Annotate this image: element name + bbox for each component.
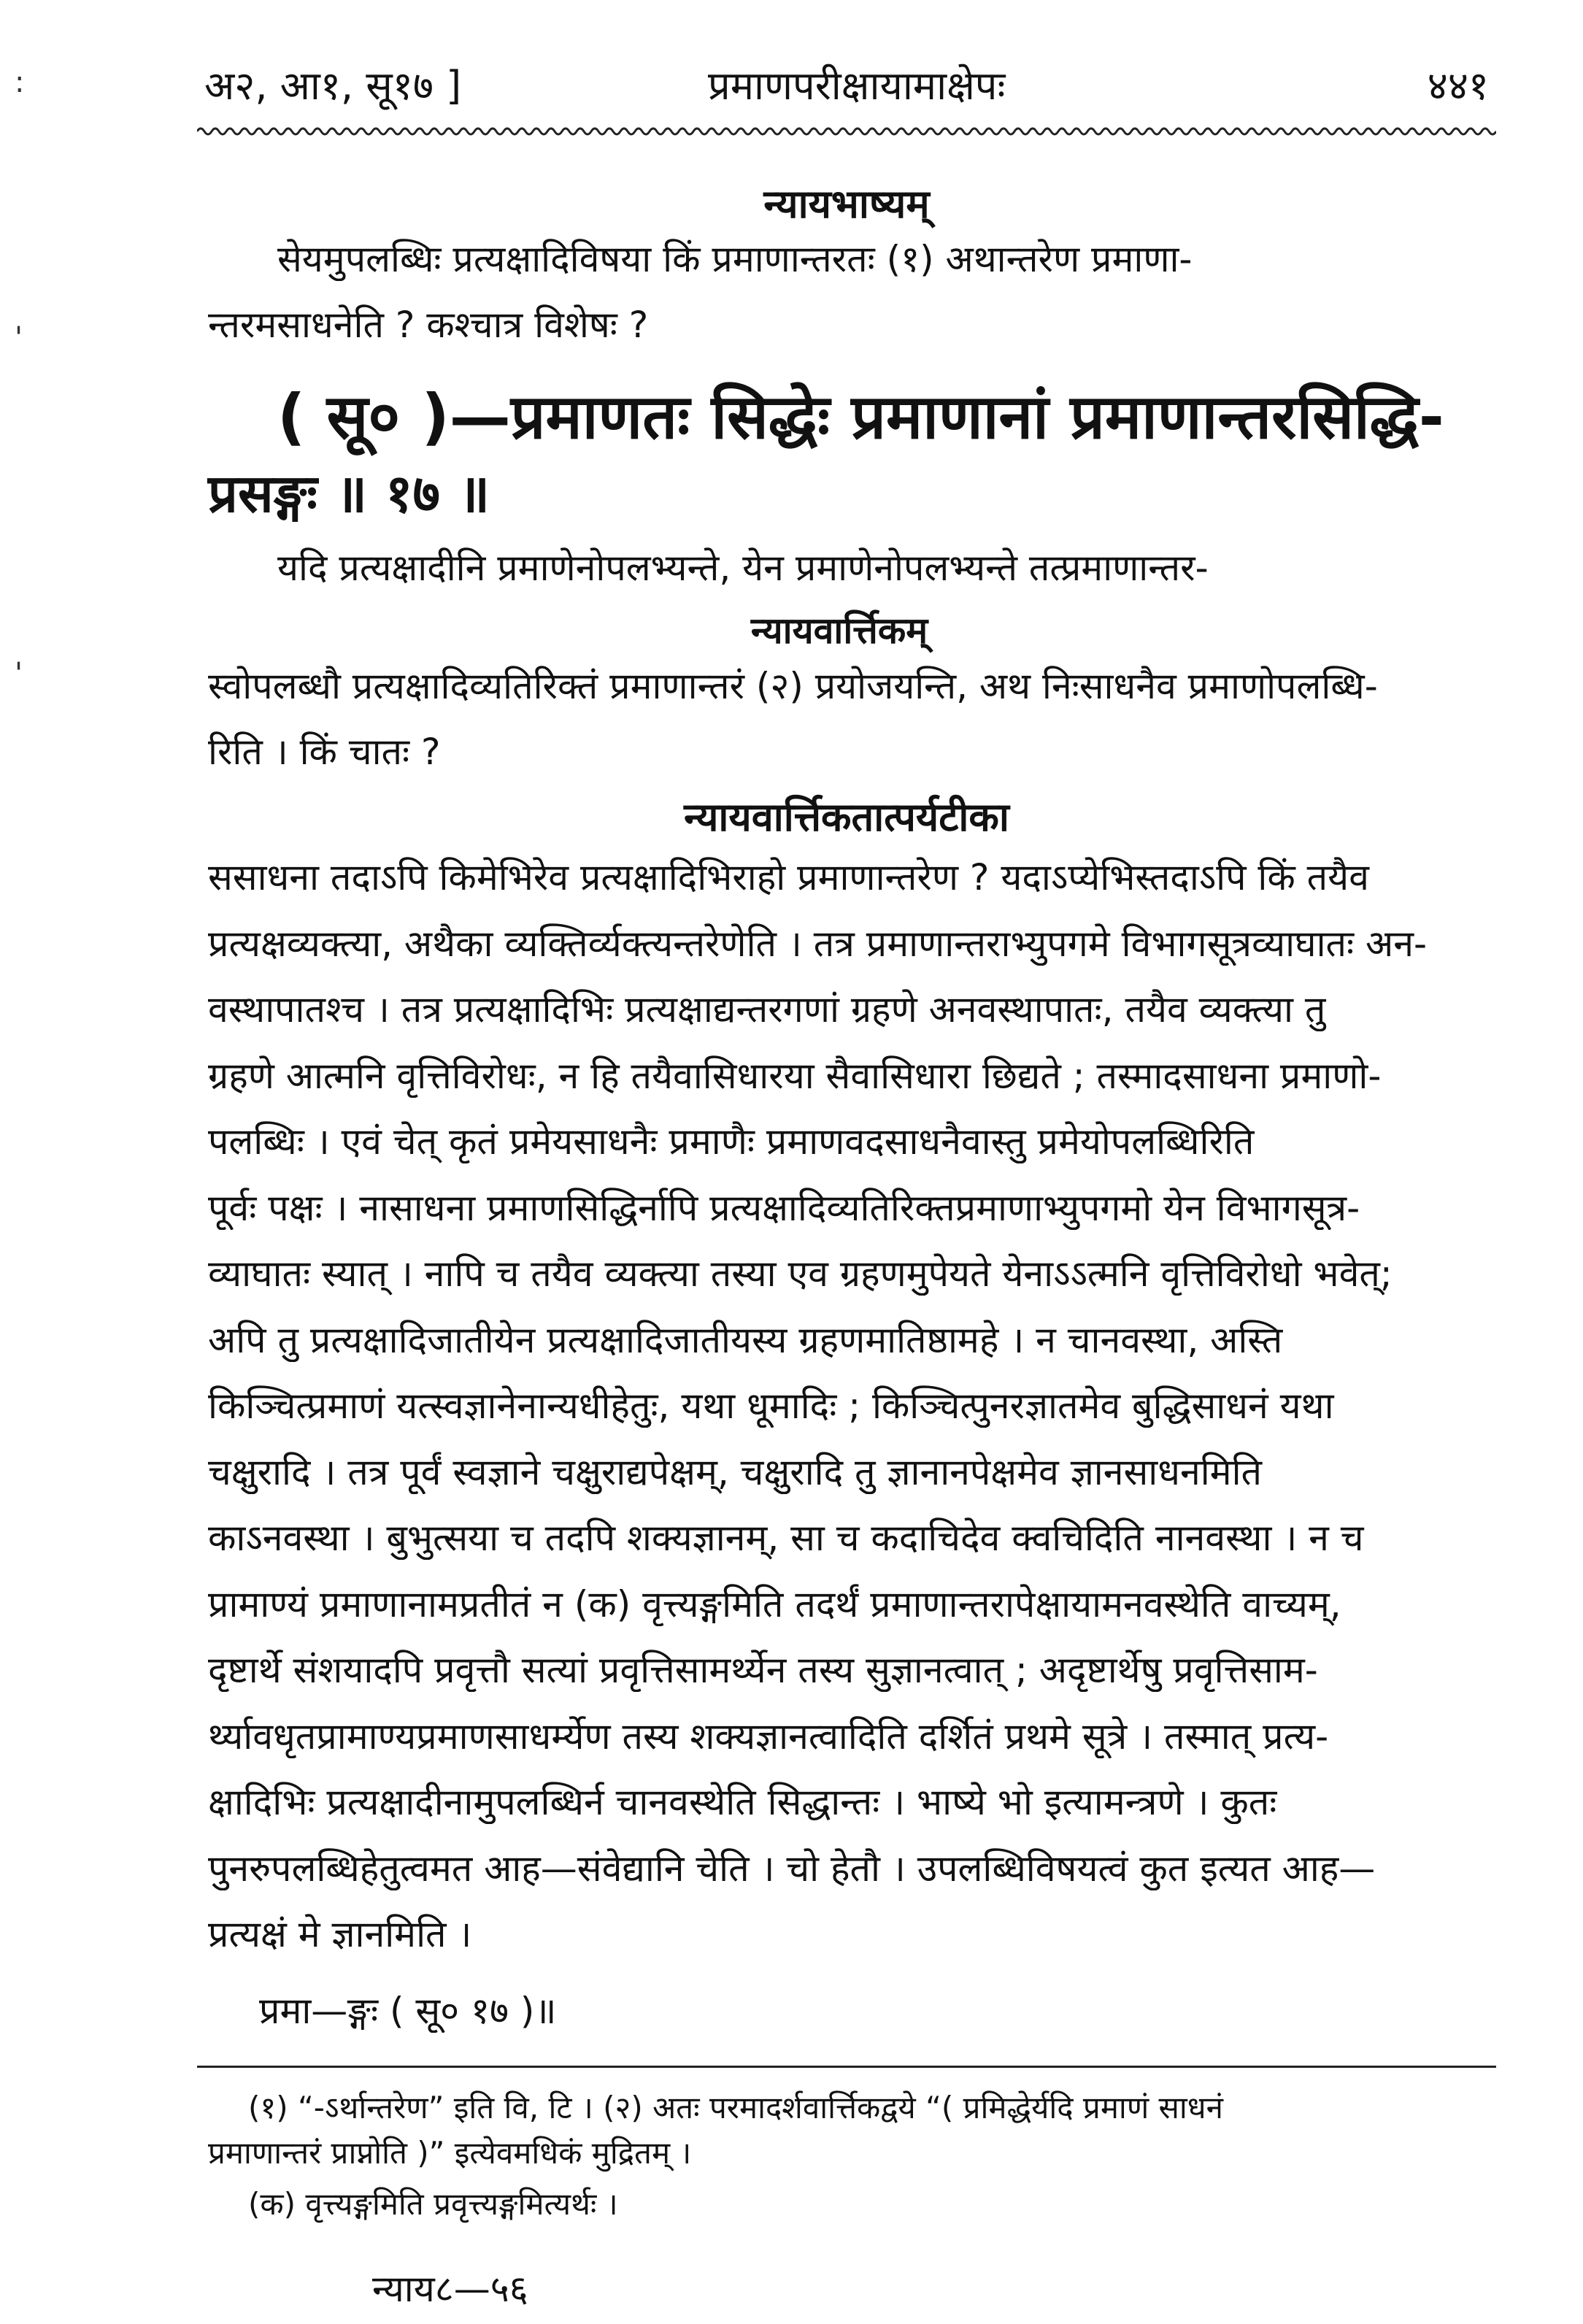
footnote-rule — [197, 2066, 1496, 2068]
bhashya-line: न्तरमसाधनेति ? कश्चात्र विशेषः ? — [208, 304, 649, 346]
tika-line: काऽनवस्था । बुभुत्सया च तदपि शक्यज्ञानम्, सा च कदाचिदेव क्वचिदिति नानवस्था । न च — [208, 1517, 1364, 1559]
vartika-line: स्वोपलब्धौ प्रत्यक्षादिव्यतिरिक्तं प्रमाणान्तरं (२) प्रयोजयन्ति, अथ निःसाधनैव प्रमाणोपलब्धि- — [208, 665, 1378, 707]
tika-line: ससाधना तदाऽपि किमेभिरेव प्रत्यक्षादिभिराहो प्रमाणान्तरेण ? यदाऽप्येभिस्तदाऽपि किं तयैव — [208, 856, 1369, 899]
tika-line: दृष्टार्थे संशयादपि प्रवृत्तौ सत्यां प्रवृत्तिसामर्थ्येन तस्य सुज्ञानत्वात् ; अदृष्टार्थेषु प्रवृत्तिसाम- — [208, 1649, 1318, 1691]
tika-line: व्याघातः स्यात् । नापि च तयैव व्यक्त्या तस्या एव ग्रहणमुपेयते येनाऽऽत्मनि वृत्तिविरोधो भवेत्; — [208, 1253, 1393, 1295]
tika-line: किञ्चित्प्रमाणं यत्स्वज्ञानेनान्यधीहेतुः, यथा धूमादिः ; किञ्चित्पुनरज्ञातमेव बुद्धिसाधनं यथा — [208, 1385, 1334, 1427]
tika-line: अपि तु प्रत्यक्षादिजातीयेन प्रत्यक्षादिजातीयस्य ग्रहणमातिष्ठामहे । न चानवस्था, अस्ति — [208, 1319, 1283, 1361]
tika-line: प्रत्यक्षव्यक्त्या, अथैका व्यक्तिर्व्यक्त्यन्तरेणेति । तत्र प्रमाणान्तराभ्युपगमे विभागसूत्रव्याघातः अन- — [208, 923, 1428, 965]
tika-line: पुनरुपलब्धिहेतुत्वमत आह—संवेद्यानि चेति । चो हेतौ । उपलब्धिविषयत्वं कुत इत्यत आह— — [208, 1847, 1376, 1890]
footnote-line: प्रमाणान्तरं प्राप्नोति )” इत्येवमधिकं मुद्रितम् । — [208, 2135, 692, 2171]
wavy-divider — [197, 123, 1496, 140]
margin-mark: ' — [15, 321, 23, 355]
tika-line: र्थ्यावधृतप्रामाण्यप्रमाणसाधर्म्येण तस्य शक्यज्ञानत्वादिति दर्शितं प्रथमे सूत्रे । तस्मात् प्रत्य- — [208, 1715, 1329, 1758]
tika-line: प्रामाण्यं प्रमाणानामप्रतीतं न (क) वृत्त्यङ्गमिति तदर्थं प्रमाणान्तरापेक्षायामनवस्थेति वाच्यम्, — [208, 1583, 1341, 1625]
tika-line: पूर्वः पक्षः । नासाधना प्रमाणसिद्धिर्नापि प्रत्यक्षादिव्यतिरिक्तप्रमाणाभ्युपगमो येन विभागसूत्र- — [208, 1187, 1360, 1229]
bhashya-heading: न्यायभाष्यम् — [763, 181, 930, 227]
margin-mark: ' — [15, 657, 23, 690]
margin-mark: : — [15, 66, 25, 99]
vartika-line: रिति । किं चातः ? — [208, 731, 441, 773]
tika-closing: प्रमा—ङ्गः ( सू० १७ )॥ — [259, 1990, 557, 2032]
vartika-heading: न्यायवार्त्तिकम् — [750, 609, 928, 652]
tika-line: प्रत्यक्षं मे ज्ञानमिति । — [208, 1913, 472, 1955]
running-header — [204, 57, 1489, 123]
tika-line: क्षादिभिः प्रत्यक्षादीनामुपलब्धिर्न चानवस्थेति सिद्धान्तः । भाष्ये भो इत्यामन्त्रणे । कुतः — [208, 1781, 1277, 1823]
bhashya-line: सेयमुपलब्धिः प्रत्यक्षादिविषया किं प्रमाणान्तरतः (१) अथान्तरेण प्रमाणा- — [277, 238, 1193, 280]
footnote-line: (१) “-ऽर्थान्तरेण” इति वि, टि । (२) अतः परमादर्शवार्त्तिकद्वये “( प्रमिद्धेर्यदि प्रमाणं साधनं — [248, 2090, 1223, 2125]
header-title: प्रमाणपरीक्षायामाक्षेपः — [708, 63, 1006, 109]
footnote-line: (क) वृत्त्यङ्गमिति प्रवृत्त्यङ्गमित्यर्थः । — [248, 2186, 618, 2222]
sutra-line: प्रसङ्गः ॥ १७ ॥ — [208, 463, 490, 524]
tika-line: ग्रहणे आत्मनि वृत्तिविरोधः, न हि तयैवासिधारया सैवासिधारा छिद्यते ; तस्मादसाधना प्रमाणो- — [208, 1055, 1382, 1097]
sutra-line: ( सू० )—प्रमाणतः सिद्धेः प्रमाणानां प्रमाणान्तरसिद्धि- — [277, 381, 1444, 453]
tika-heading: न्यायवार्त्तिकतात्पर्यटीका — [684, 794, 1009, 840]
header-section-ref: अ२, आ१, सू१७ ] — [204, 63, 462, 109]
tika-line: वस्थापातश्च । तत्र प्रत्यक्षादिभिः प्रत्यक्षाद्यन्तरगणां ग्रहणे अनवस्थापातः, तयैव व्यक्त्या तु — [208, 988, 1326, 1031]
bhashya-continuation: यदि प्रत्यक्षादीनि प्रमाणेनोपलभ्यन्ते, येन प्रमाणेनोपलभ्यन्ते तत्प्रमाणान्तर- — [277, 547, 1209, 589]
page-number: ४४१ — [1427, 63, 1489, 109]
tika-line: चक्षुरादि । तत्र पूर्वं स्वज्ञाने चक्षुराद्यपेक्षम्, चक्षुरादि तु ज्ञानानपेक्षमेव ज्ञानसाधनमिति — [208, 1451, 1263, 1493]
tika-line: पलब्धिः । एवं चेत् कृतं प्रमेयसाधनैः प्रमाणैः प्रमाणवदसाधनैवास्तु प्रमेयोपलब्धिरिति — [208, 1120, 1255, 1163]
signature-mark: न्याय८—५६ — [372, 2268, 528, 2310]
